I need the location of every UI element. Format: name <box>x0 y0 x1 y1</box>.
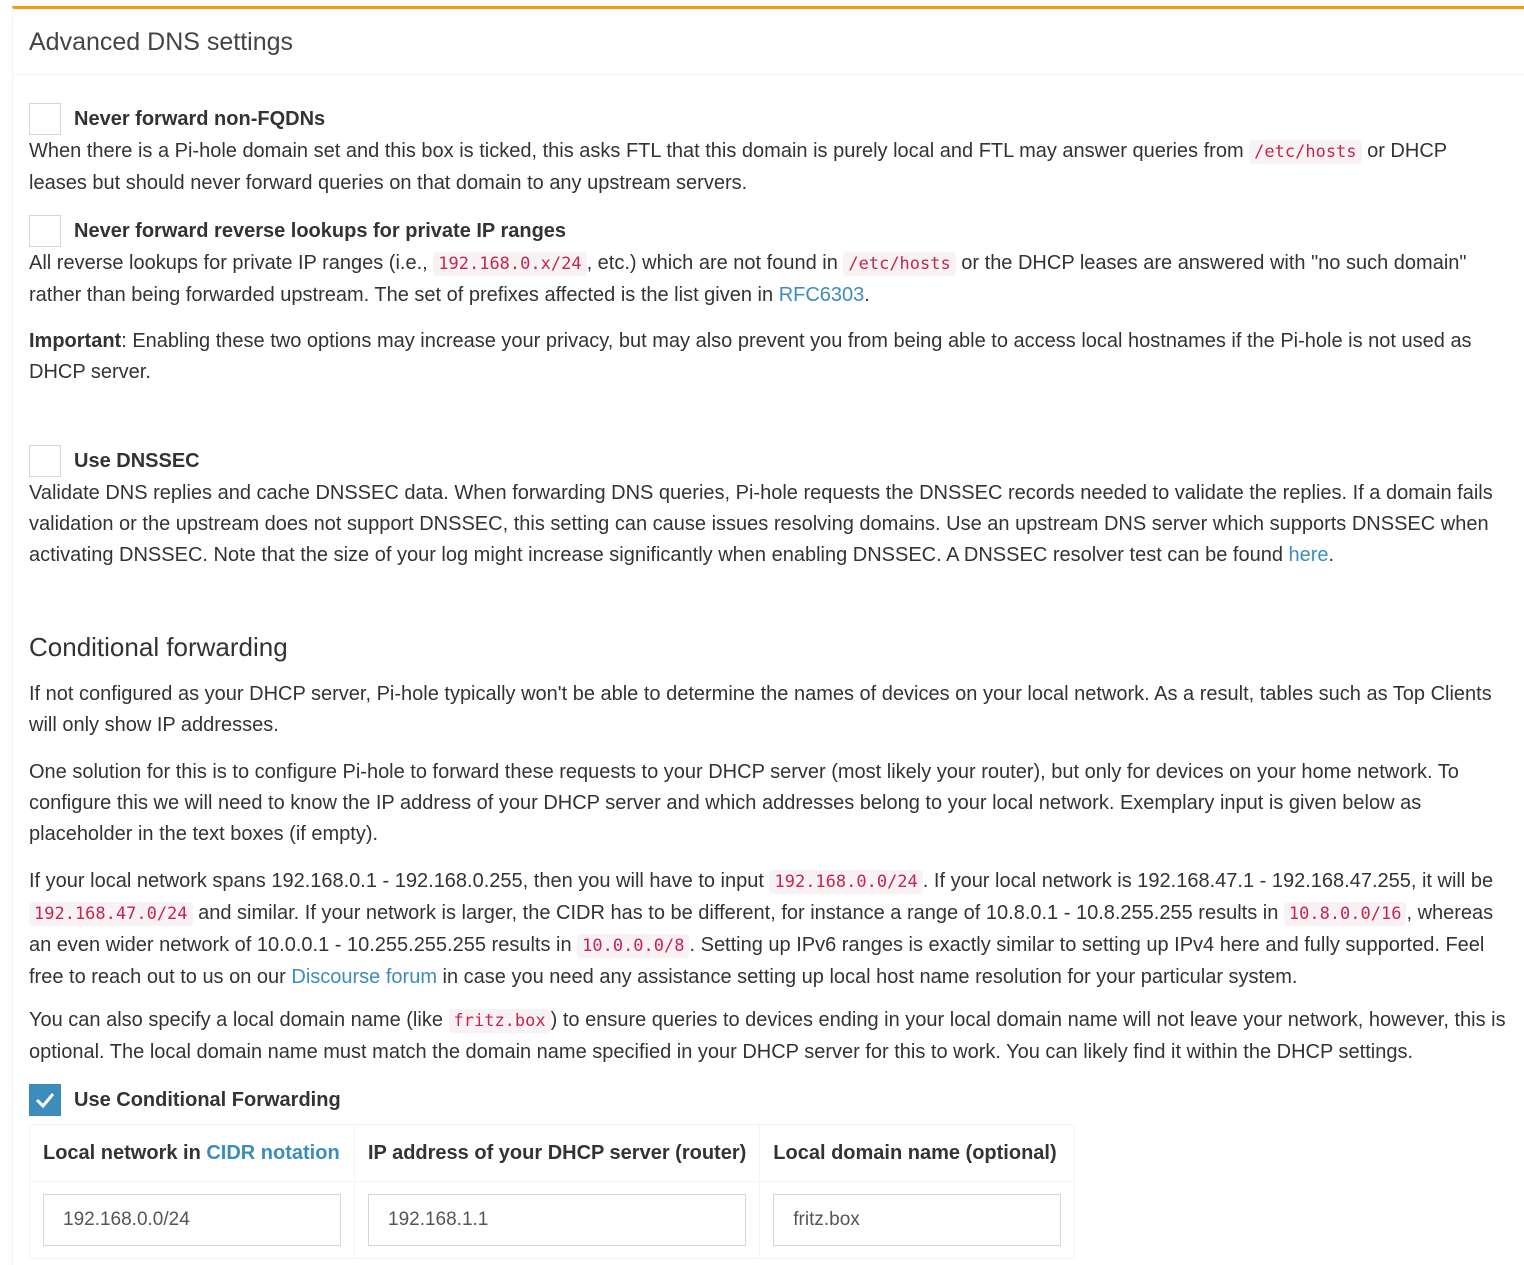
fqdn-label[interactable]: Never forward non-FQDNs <box>74 107 326 130</box>
use-conditional-forwarding-row[interactable] <box>29 1084 341 1116</box>
header-dhcp-server: IP address of your DHCP server (router) <box>355 1125 760 1182</box>
header-local-domain: Local domain name (optional) <box>760 1125 1075 1182</box>
bogus-priv-description <box>29 248 1510 311</box>
code-fritz-box: fritz.box <box>449 1009 551 1033</box>
checkmark-icon <box>34 1089 56 1111</box>
fqdn-desc-text: When there is a Pi-hole domain set and this box is ticked, this asks FTL that this domain is purely local and FTL may answer queries from <box>29 140 1250 162</box>
bogus-desc-text-3: or the DHCP leases are answered with "no such domain" rather than being forwarded upstream. The set of prefixes affected is the list given in <box>29 252 1467 306</box>
code-cidr-example-3: 10.8.0.0/16 <box>1284 902 1407 926</box>
cf-p3-text-d: , whereas an even wider network of 10.0.0.1 - 10.255.255.255 results in <box>29 902 1494 956</box>
fqdn-row[interactable] <box>29 103 325 135</box>
important-text: : Enabling these two options may increase your privacy, but may also prevent you from being able to access local hostnames if the Pi-hole is not used as DHCP server. <box>29 330 1472 383</box>
box-title: Advanced DNS settings <box>29 28 294 56</box>
conditional-forwarding-title: Conditional forwarding <box>29 632 288 662</box>
cf-p3-text-f: in case you need any assistance setting up local host name resolution for your particular system. <box>437 966 1298 988</box>
dnssec-desc-text: Validate DNS replies and cache DNSSEC data. When forwarding DNS queries, Pi-hole requests the DNSSEC records needed to validate the replies. If a domain fails validation or the upstream does not support DNSSEC, this setting can cause issues resolving domains. Use an upstream DNS server which supports DNSSEC when activating DNSSEC. Note that the size of your log might increase significantly when enabling DNSSEC. A DNSSEC resolver test can be found <box>29 482 1493 566</box>
conditional-forwarding-table <box>29 1124 1075 1259</box>
advanced-dns-settings-box <box>12 6 1524 1265</box>
dnssec-test-link[interactable]: here <box>1288 544 1329 566</box>
dnssec-desc-end: . <box>1328 544 1335 566</box>
dnssec-checkbox[interactable] <box>29 445 61 477</box>
cf-paragraph-2: One solution for this is to configure Pi-hole to forward these requests to your DHCP server (most likely your router), but only for devices on your home network. To configure this we will need to know the IP address of your DHCP server and which addresses belong to your local network. Exemplary input is given below as placeholder in the text boxes (if empty). <box>29 761 1459 845</box>
cidr-notation-link[interactable]: CIDR notation <box>206 1141 340 1164</box>
cf-p4-text-b: ) to ensure queries to devices ending in your local domain name will not leave your network, however, this is optional. The local domain name must match the domain name specified in your DHCP server for this to work. You can likely find it within the DHCP settings. <box>29 1009 1506 1063</box>
bogus-priv-checkbox[interactable] <box>29 215 61 247</box>
rfc6303-link[interactable]: RFC6303 <box>778 284 865 306</box>
fqdn-checkbox[interactable] <box>29 103 61 135</box>
use-conditional-forwarding-checkbox[interactable] <box>29 1084 61 1116</box>
dnssec-description <box>29 478 1510 571</box>
dnssec-row[interactable] <box>29 445 200 477</box>
important-label: Important <box>29 330 122 352</box>
code-etc-hosts: /etc/hosts <box>1249 140 1361 164</box>
header-local-network <box>30 1125 355 1182</box>
box-header <box>13 9 1524 75</box>
code-cidr-example-1: 192.168.0.0/24 <box>769 870 922 894</box>
bogus-priv-label[interactable]: Never forward reverse lookups for private IP ranges <box>74 219 567 242</box>
bogus-desc-text-2: , etc.) which are not found in <box>586 252 844 274</box>
code-cidr-example-2: 192.168.47.0/24 <box>29 902 193 926</box>
cf-paragraph-3 <box>29 866 1510 993</box>
cf-p3-text-b: . If your local network is 192.168.47.1 - 192.168.47.255, it will be <box>922 870 1494 892</box>
cf-paragraph-4 <box>29 1005 1510 1068</box>
bogus-desc-text-4: . <box>864 284 870 306</box>
dhcp-server-ip-input[interactable]: 192.168.1.1 <box>368 1194 746 1246</box>
important-note <box>29 326 1510 388</box>
fqdn-description <box>29 136 1510 199</box>
bogus-desc-text: All reverse lookups for private IP ranges (i.e., <box>29 252 434 274</box>
cf-p3-text-c: and similar. If your network is larger, the CIDR has to be different, for instance a range of 10.8.0.1 - 10.8.255.255 results in <box>192 902 1284 924</box>
dnssec-label[interactable]: Use DNSSEC <box>74 449 200 472</box>
cf-p3-text-a: If your local network spans 192.168.0.1 - 192.168.0.255, then you will have to input <box>29 870 770 892</box>
code-ip-range: 192.168.0.x/24 <box>433 252 586 276</box>
code-etc-hosts-2: /etc/hosts <box>843 252 955 276</box>
cf-p3-text-e: . Setting up IPv6 ranges is exactly similar to setting up IPv4 here and fully supported. Feel free to reach out to us on our <box>29 934 1485 988</box>
discourse-forum-link[interactable]: Discourse forum <box>291 966 437 988</box>
table-input-row <box>30 1182 1075 1259</box>
table-header-row <box>30 1125 1075 1182</box>
use-conditional-forwarding-label[interactable]: Use Conditional Forwarding <box>74 1088 341 1111</box>
fqdn-desc-text-2: or DHCP leases but should never forward queries on that domain to any upstream servers. <box>29 140 1447 194</box>
local-domain-input[interactable]: fritz.box <box>773 1194 1061 1246</box>
bogus-priv-row[interactable] <box>29 215 566 247</box>
header-local-network-text: Local network in <box>43 1141 207 1164</box>
cf-paragraph-1: If not configured as your DHCP server, Pi-hole typically won't be able to determine the names of devices on your local network. As a result, tables such as Top Clients will only show IP addresses. <box>29 683 1492 736</box>
cf-p4-text-a: You can also specify a local domain name (like <box>29 1009 449 1031</box>
local-network-input[interactable]: 192.168.0.0/24 <box>43 1194 341 1246</box>
code-cidr-example-4: 10.0.0.0/8 <box>577 934 689 958</box>
